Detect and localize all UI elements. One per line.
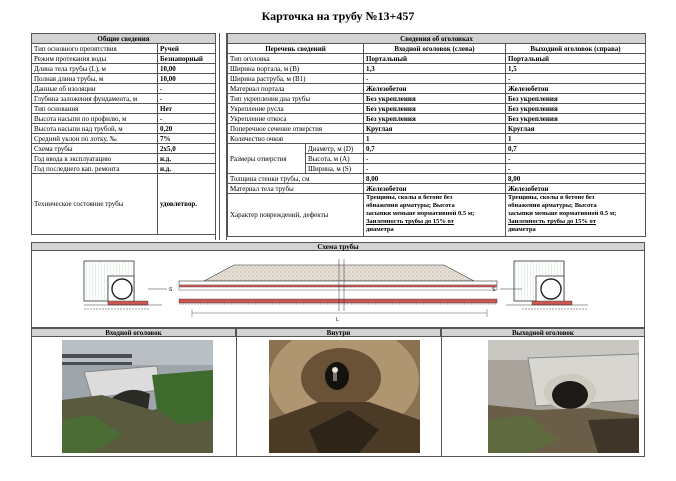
heads-label: Количество очков [228,134,364,144]
general-label: Год последнего кап. ремонта [32,164,158,174]
defects-in-value: Трещины, сколы в бетоне без обнажения арматуры; Высота засыпки меньше нормативной 0.5 м; Заиленность трубы до 15% от диаметра [364,194,506,237]
opening-sub-label: Ширина, м (S) [306,164,364,174]
general-label: Данные об изоляции [32,84,158,94]
general-value: - [158,114,216,124]
general-label: Режим протекания воды [32,54,158,64]
scheme-header: Схема трубы [31,242,645,251]
heads-out-value: Без укрепления [506,114,646,124]
heads-label: Укрепление русла [228,104,364,114]
pipe-longitudinal-profile [179,259,497,317]
heads-label: Ширина портала, м (B) [228,64,364,74]
outlet-cross-section [500,261,588,309]
general-label: Тип основного препятствия [32,44,158,54]
opening-in-value: - [364,154,506,164]
col-out-header: Выходной оголовок (справа) [506,44,646,54]
heads-label: Укрепление откоса [228,114,364,124]
general-label: Высота насыпи над трубой, м [32,124,158,134]
general-label: Высота насыпи по профилю, м [32,114,158,124]
pipe-scheme-drawing [32,251,644,327]
general-label: Тип основания [32,104,158,114]
general-value: 0,20 [158,124,216,134]
general-value: Нет [158,104,216,114]
heads-in-value: 1 [364,134,506,144]
heads-header: Сведения об оголовках [228,34,646,44]
general-value: Безнапорный [158,54,216,64]
heads-info-table [227,33,646,237]
general-value: - [158,84,216,94]
heads-label: Тип оголовка [228,54,364,64]
general-label: Средний уклон по лотку, ‰ [32,134,158,144]
general-value: 10,00 [158,64,216,74]
condition-value: удовлетвор. [158,174,216,235]
photo-header-inlet: Входной оголовок [31,328,236,337]
heads-out-value: 1 [506,134,646,144]
opening-sub-label: Диаметр, м (D) [306,144,364,154]
separator-column [215,33,227,240]
material-label: Материал тела трубы [228,184,364,194]
heads-out-value: Без укрепления [506,94,646,104]
general-label: Полная длина трубы, м [32,74,158,84]
heads-in-value: Железобетон [364,84,506,94]
inlet-photo [62,340,213,453]
inside-photo [269,340,420,453]
heads-in-value: - [364,74,506,84]
heads-label: Материал портала [228,84,364,94]
heads-out-value: Портальный [506,54,646,64]
opening-in-value: 0,7 [364,144,506,154]
general-value: н.д. [158,164,216,174]
photo-header-inside: Внутри [236,328,441,337]
col-list-header: Перечень сведений [228,44,364,54]
heads-out-value: Круглая [506,124,646,134]
outlet-photo [488,340,639,453]
scheme-label-l: L [336,317,339,323]
scheme-label-s-right: S [492,287,496,293]
heads-in-value: Без укрепления [364,104,506,114]
heads-in-value: Круглая [364,124,506,134]
heads-label: Ширина раструба, м (B1) [228,74,364,84]
heads-in-value: Без укрепления [364,94,506,104]
col-in-header: Входной оголовок (слева) [364,44,506,54]
heads-in-value: Портальный [364,54,506,64]
wall-in-value: 8,00 [364,174,506,184]
scheme-label-s-left: S [169,287,173,293]
opening-out-value: - [506,154,646,164]
scheme-area [31,251,645,328]
general-label: Схема трубы [32,144,158,154]
general-value: - [158,94,216,104]
general-value: 2x5,0 [158,144,216,154]
heads-in-value: Без укрепления [364,114,506,124]
general-value: 10,00 [158,74,216,84]
general-header: Общие сведения [32,34,216,44]
inlet-cross-section [84,261,167,309]
heads-out-value: Без укрепления [506,104,646,114]
defects-label: Характер повреждений, дефекты [228,194,364,237]
opening-label: Размеры отверстия [228,144,306,174]
heads-out-value: - [506,74,646,84]
material-out-value: Железобетон [506,184,646,194]
general-label: Год ввода в эксплуатацию [32,154,158,164]
opening-out-value: - [506,164,646,174]
condition-label: Техническое состояние трубы [32,174,158,235]
page-title: Карточка на трубу №13+457 [261,9,415,23]
opening-out-value: 0,7 [506,144,646,154]
heads-label: Тип укрепления дна трубы [228,94,364,104]
general-label: Глубина заложения фундамента, м [32,94,158,104]
heads-out-value: Железобетон [506,84,646,94]
opening-in-value: - [364,164,506,174]
heads-out-value: 1,5 [506,64,646,74]
heads-label: Поперечное сечение отверстия [228,124,364,134]
general-value: 7% [158,134,216,144]
defects-out-value: Трещины, сколы в бетоне без обнажения арматуры; Высота засыпки меньше нормативной 0.5 м; Заиленность трубы до 15% от диаметра [506,194,646,237]
material-in-value: Железобетон [364,184,506,194]
general-value: н.д. [158,154,216,164]
wall-out-value: 8,00 [506,174,646,184]
general-value: Ручей [158,44,216,54]
general-info-table [31,33,216,235]
general-label: Длина тела трубы (L), м [32,64,158,74]
photo-header-outlet: Выходной оголовок [441,328,645,337]
heads-in-value: 1,3 [364,64,506,74]
opening-sub-label: Высота, м (A) [306,154,364,164]
wall-label: Толщина стенки трубы, см [228,174,364,184]
